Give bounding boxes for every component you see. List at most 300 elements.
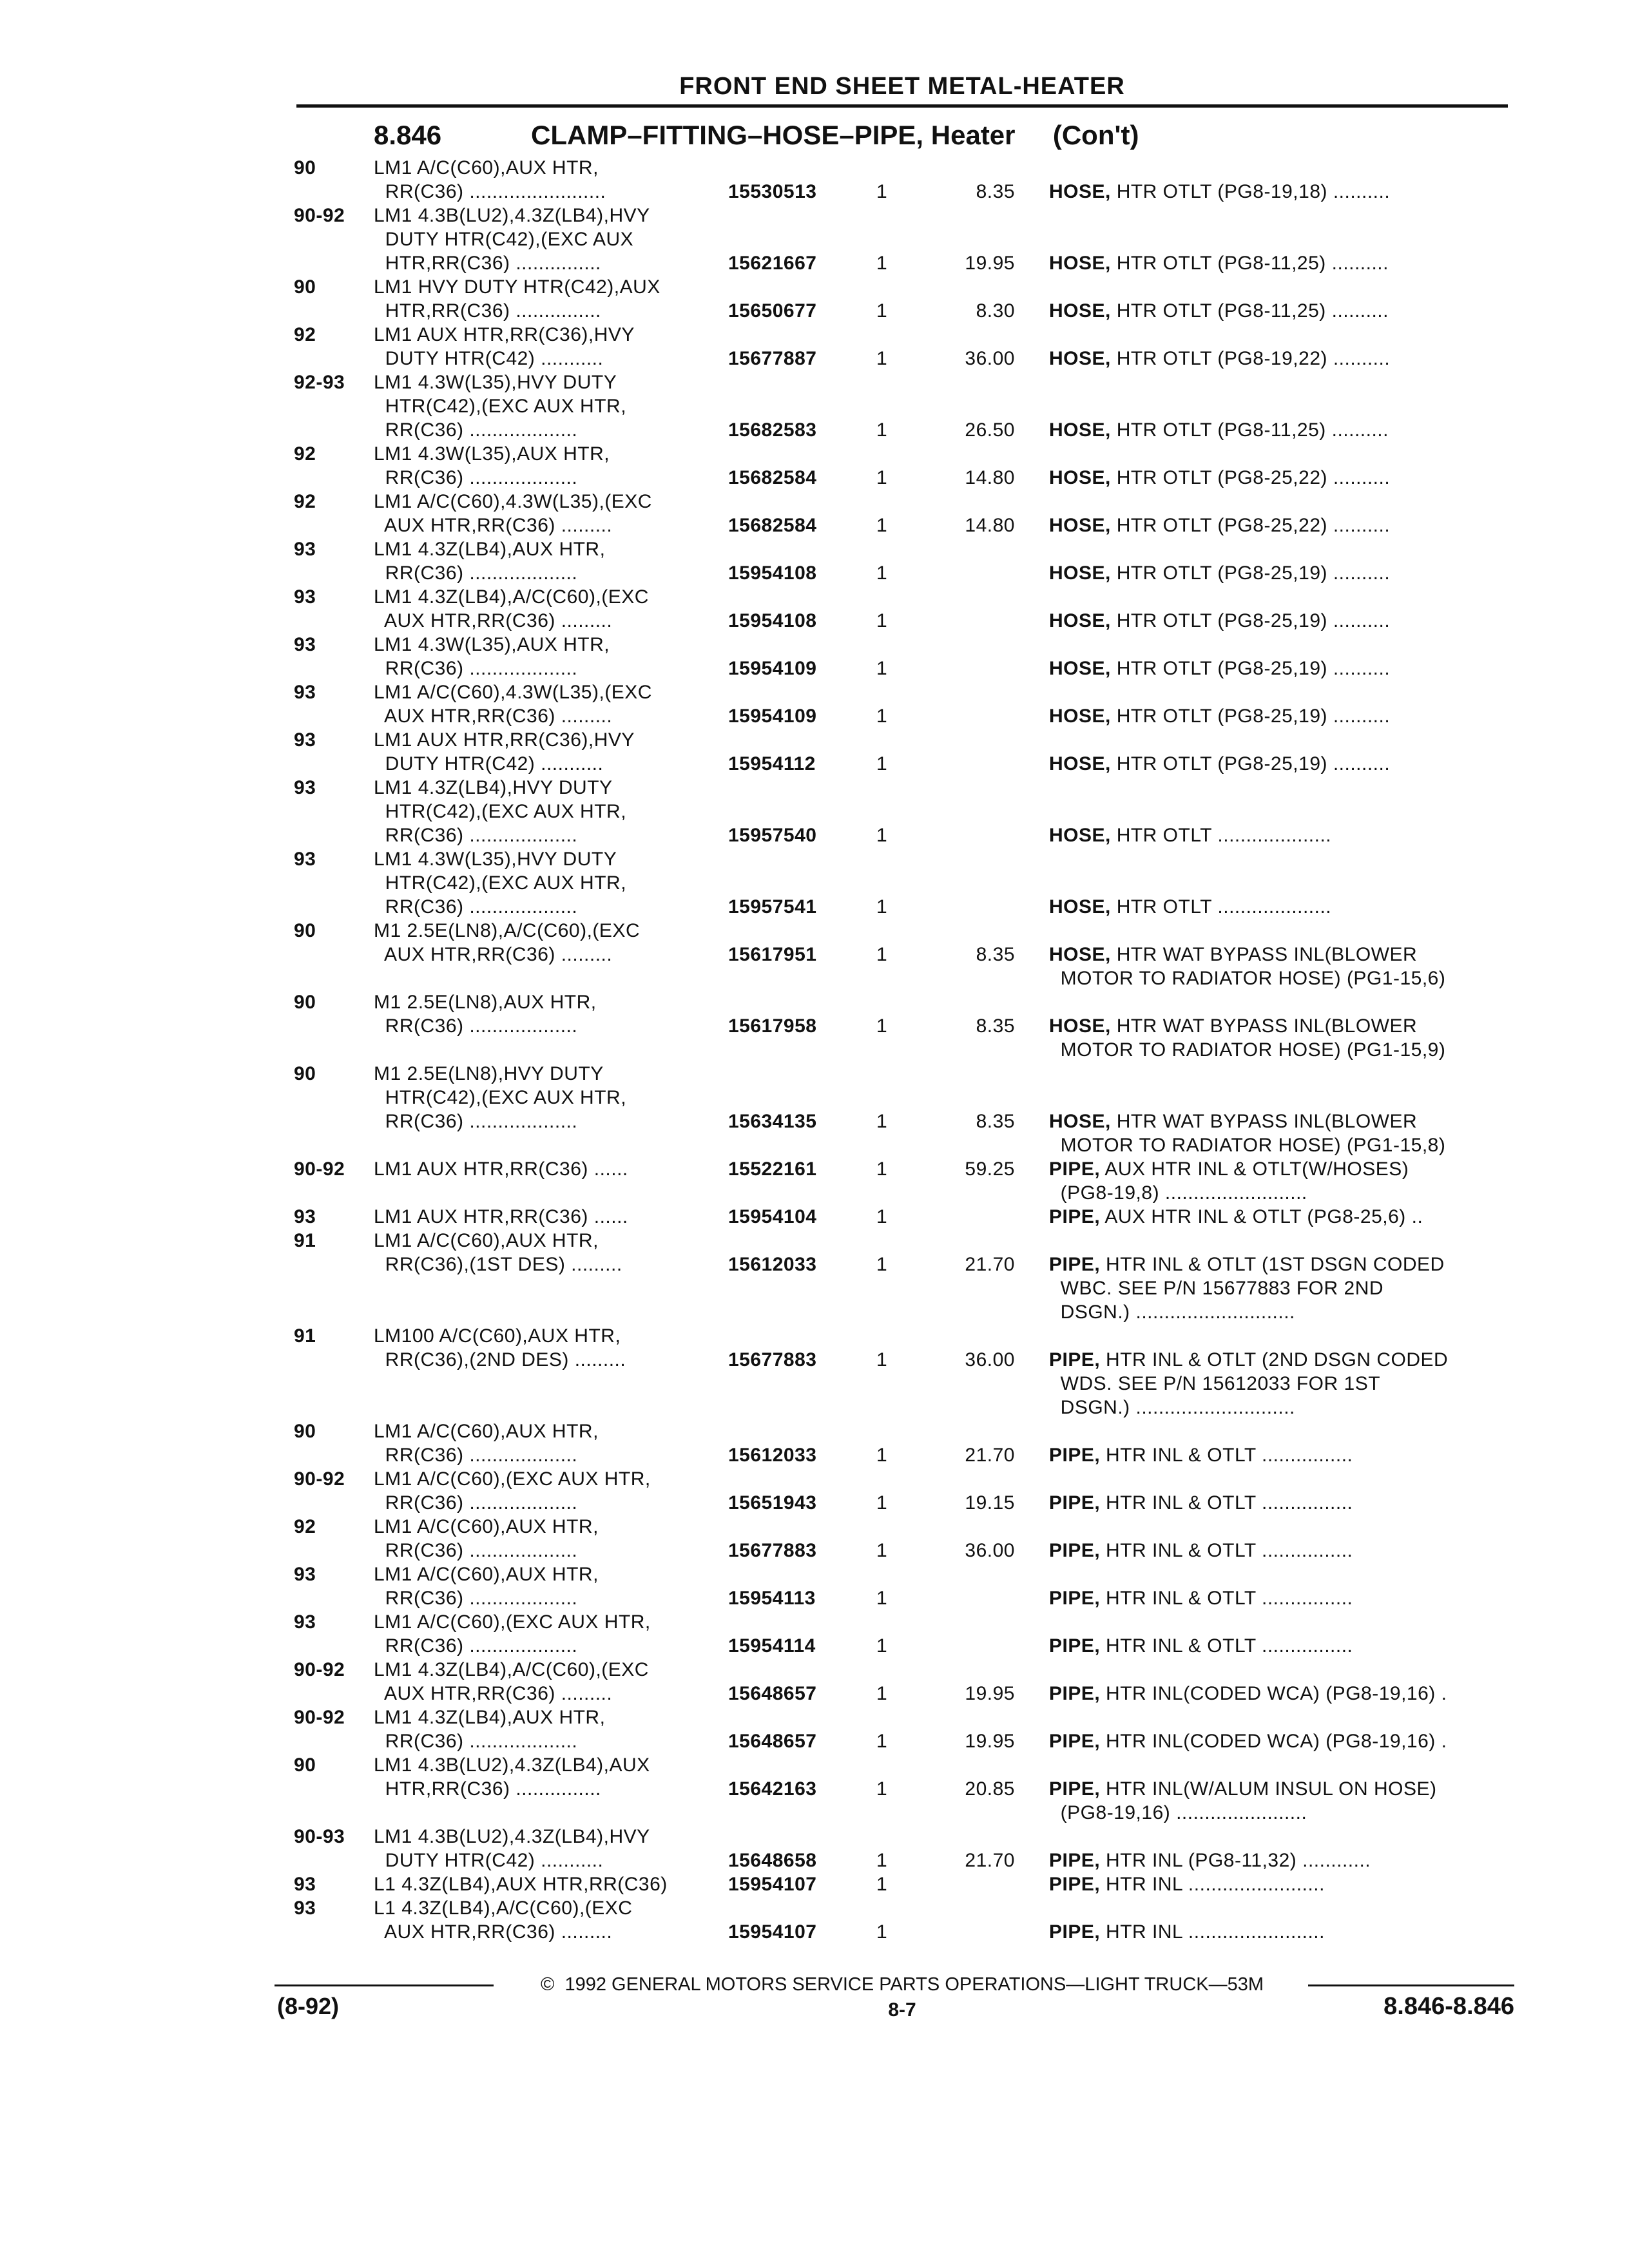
part-name-text: HTR INL & OTLT (2ND DSGN CODED <box>1100 1349 1449 1370</box>
quantity: 1 <box>876 1635 888 1657</box>
part-name-keyword: HOSE, <box>1049 562 1111 584</box>
part-name <box>1049 752 1519 776</box>
part-name-keyword: HOSE, <box>1049 253 1111 274</box>
quantity: 1 <box>876 1445 888 1466</box>
model-year: 90-92 <box>294 205 345 226</box>
price: 14.80 <box>965 515 1015 536</box>
model-year: 90 <box>294 157 316 178</box>
application-description: LM1 4.3B(LU2),4.3Z(LB4),AUX <box>374 1754 650 1776</box>
part-name-keyword: HOSE, <box>1049 753 1111 774</box>
part-name <box>1049 1300 1519 1324</box>
part-name-keyword: HOSE, <box>1049 896 1111 918</box>
footer-page-number: 8-7 <box>888 1999 916 2021</box>
application-description: LM1 AUX HTR,RR(C36),HVY <box>374 324 635 345</box>
part-name-text: HTR OTLT (PG8-25,19) .......... <box>1110 610 1391 631</box>
price: 8.35 <box>976 181 1015 202</box>
model-year: 93 <box>294 777 316 798</box>
application-description: AUX HTR,RR(C36) ......... <box>374 515 613 536</box>
part-number: 15634135 <box>728 1111 817 1132</box>
model-year: 90 <box>294 1754 316 1776</box>
part-name <box>1049 1777 1519 1801</box>
quantity: 1 <box>876 1540 888 1561</box>
application-description: RR(C36) ................... <box>374 1540 578 1561</box>
application-description: LM100 A/C(C60),AUX HTR, <box>374 1325 621 1347</box>
price: 26.50 <box>965 419 1015 441</box>
part-name-text: HTR OTLT (PG8-25,19) .......... <box>1110 753 1391 774</box>
model-year: 93 <box>294 634 316 655</box>
part-name-text: HTR OTLT .................... <box>1110 896 1332 918</box>
application-description: RR(C36) ................... <box>374 1731 578 1752</box>
part-number: 15651943 <box>728 1492 817 1514</box>
part-name-keyword: PIPE, <box>1049 1254 1101 1275</box>
price: 21.70 <box>965 1850 1015 1871</box>
application-description: RR(C36) ................... <box>374 658 578 679</box>
part-number: 15954107 <box>728 1874 817 1895</box>
part-name-keyword: PIPE, <box>1049 1349 1101 1370</box>
part-name-keyword: HOSE, <box>1049 348 1111 369</box>
part-name-text: HTR INL(W/ALUM INSUL ON HOSE) <box>1100 1778 1437 1800</box>
part-number: 15954114 <box>728 1635 816 1657</box>
quantity: 1 <box>876 348 888 369</box>
application-description: HTR(C42),(EXC AUX HTR, <box>374 872 627 894</box>
part-name-keyword: PIPE, <box>1049 1874 1101 1895</box>
part-name-keyword: HOSE, <box>1049 515 1111 536</box>
part-name-keyword: HOSE, <box>1049 1111 1111 1132</box>
part-name <box>1049 1372 1519 1396</box>
quantity: 1 <box>876 515 888 536</box>
part-name <box>1049 1157 1519 1181</box>
part-name-keyword: PIPE, <box>1049 1778 1101 1800</box>
quantity: 1 <box>876 1588 888 1609</box>
application-description: RR(C36) ................... <box>374 825 578 846</box>
application-description: RR(C36),(2ND DES) ......... <box>374 1349 626 1370</box>
model-year: 92 <box>294 324 316 345</box>
part-name <box>1049 1872 1519 1896</box>
part-name <box>1049 1396 1519 1419</box>
part-name <box>1049 514 1519 537</box>
price: 19.95 <box>965 253 1015 274</box>
application-description: LM1 4.3Z(LB4),A/C(C60),(EXC <box>374 1659 649 1680</box>
model-year: 90-92 <box>294 1468 345 1490</box>
part-name <box>1049 1205 1519 1229</box>
application-description: LM1 A/C(C60),(EXC AUX HTR, <box>374 1611 651 1633</box>
part-name <box>1049 1539 1519 1562</box>
quantity: 1 <box>876 300 888 322</box>
part-number: 15954112 <box>728 753 816 774</box>
quantity: 1 <box>876 944 888 965</box>
price: 36.00 <box>965 1349 1015 1370</box>
price: 19.15 <box>965 1492 1015 1514</box>
application-description: LM1 4.3W(L35),HVY DUTY <box>374 372 617 393</box>
part-name <box>1049 418 1519 442</box>
part-name-text: HTR OTLT (PG8-25,22) .......... <box>1110 515 1391 536</box>
part-name-keyword: HOSE, <box>1049 706 1111 727</box>
part-name-text: HTR OTLT (PG8-19,18) .......... <box>1110 181 1391 202</box>
price: 21.70 <box>965 1445 1015 1466</box>
footer-copyright: © 1992 GENERAL MOTORS SERVICE PARTS OPERATIONS—LIGHT TRUCK—53M <box>540 1974 1264 1995</box>
part-name-text: (PG8-19,16) ....................... <box>1049 1802 1307 1823</box>
part-name <box>1049 299 1519 323</box>
part-number: 15617951 <box>728 944 817 965</box>
part-name-text: DSGN.) ............................ <box>1049 1397 1295 1418</box>
part-number: 15954108 <box>728 562 817 584</box>
application-description: DUTY HTR(C42),(EXC AUX <box>374 229 634 250</box>
quantity: 1 <box>876 610 888 631</box>
application-description: AUX HTR,RR(C36) ......... <box>374 706 613 727</box>
part-name <box>1049 1110 1519 1133</box>
part-name-text: HTR INL & OTLT (1ST DSGN CODED <box>1100 1254 1445 1275</box>
part-number: 15957540 <box>728 825 817 846</box>
model-year: 93 <box>294 1611 316 1633</box>
footer-rule-right <box>1308 1984 1514 1986</box>
application-description: LM1 A/C(C60),AUX HTR, <box>374 157 599 178</box>
application-description: RR(C36) ................... <box>374 896 578 918</box>
part-name-keyword: HOSE, <box>1049 1015 1111 1037</box>
model-year: 93 <box>294 539 316 560</box>
model-year: 93 <box>294 729 316 751</box>
model-year: 93 <box>294 849 316 870</box>
part-name <box>1049 1729 1519 1753</box>
part-number: 15682584 <box>728 467 817 488</box>
application-description: LM1 4.3Z(LB4),HVY DUTY <box>374 777 613 798</box>
application-description: RR(C36) ................... <box>374 419 578 441</box>
part-name-keyword: PIPE, <box>1049 1158 1101 1180</box>
part-name-text: AUX HTR INL & OTLT(W/HOSES) <box>1100 1158 1409 1180</box>
quantity: 1 <box>876 1111 888 1132</box>
price: 36.00 <box>965 348 1015 369</box>
price: 19.95 <box>965 1683 1015 1704</box>
quantity: 1 <box>876 1850 888 1871</box>
part-name <box>1049 1491 1519 1515</box>
part-name-keyword: PIPE, <box>1049 1921 1101 1943</box>
part-name <box>1049 1038 1519 1062</box>
model-year: 90 <box>294 276 316 298</box>
price: 8.35 <box>976 1015 1015 1037</box>
application-description: LM1 4.3B(LU2),4.3Z(LB4),HVY <box>374 205 650 226</box>
application-description: HTR(C42),(EXC AUX HTR, <box>374 801 627 822</box>
part-name-text: AUX HTR INL & OTLT (PG8-25,6) .. <box>1100 1206 1423 1227</box>
price: 14.80 <box>965 467 1015 488</box>
application-description: LM1 A/C(C60),AUX HTR, <box>374 1564 599 1585</box>
application-description: M1 2.5E(LN8),AUX HTR, <box>374 992 597 1013</box>
part-name <box>1049 561 1519 585</box>
model-year: 91 <box>294 1230 316 1251</box>
application-description: LM1 4.3Z(LB4),A/C(C60),(EXC <box>374 586 649 608</box>
application-description: RR(C36) ................... <box>374 1445 578 1466</box>
part-name-text: WBC. SEE P/N 15677883 FOR 2ND <box>1049 1278 1384 1299</box>
price: 8.30 <box>976 300 1015 322</box>
part-name-text: HTR INL & OTLT ................ <box>1100 1540 1353 1561</box>
part-name-text: MOTOR TO RADIATOR HOSE) (PG1-15,8) <box>1049 1135 1446 1156</box>
part-name <box>1049 704 1519 728</box>
model-year: 91 <box>294 1325 316 1347</box>
quantity: 1 <box>876 1731 888 1752</box>
part-name-text: HTR WAT BYPASS INL(BLOWER <box>1110 1111 1418 1132</box>
application-description: RR(C36) ................... <box>374 1588 578 1609</box>
quantity: 1 <box>876 896 888 918</box>
part-name <box>1049 966 1519 990</box>
model-year: 90-92 <box>294 1158 345 1180</box>
part-name <box>1049 1634 1519 1658</box>
footer-revision-date: (8-92) <box>277 1993 340 2019</box>
application-description: AUX HTR,RR(C36) ......... <box>374 1921 613 1943</box>
quantity: 1 <box>876 1206 888 1227</box>
part-name-text: HTR OTLT (PG8-25,22) .......... <box>1110 467 1391 488</box>
part-name-text: HTR WAT BYPASS INL(BLOWER <box>1110 1015 1418 1037</box>
model-year: 90-92 <box>294 1707 345 1728</box>
part-name <box>1049 1443 1519 1467</box>
application-description: AUX HTR,RR(C36) ......... <box>374 944 613 965</box>
part-name <box>1049 943 1519 966</box>
application-description: M1 2.5E(LN8),A/C(C60),(EXC <box>374 920 641 941</box>
model-year: 90 <box>294 1063 316 1084</box>
quantity: 1 <box>876 253 888 274</box>
part-name-text: HTR INL & OTLT ................ <box>1100 1588 1353 1609</box>
part-name-keyword: HOSE, <box>1049 944 1111 965</box>
part-name-text: HTR INL & OTLT ................ <box>1100 1445 1353 1466</box>
part-name-keyword: PIPE, <box>1049 1445 1101 1466</box>
quantity: 1 <box>876 706 888 727</box>
application-description: RR(C36) ................... <box>374 1492 578 1514</box>
part-name <box>1049 895 1519 919</box>
application-description: DUTY HTR(C42) ........... <box>374 753 604 774</box>
part-number: 15677887 <box>728 348 817 369</box>
part-number: 15954108 <box>728 610 817 631</box>
part-name-text: WDS. SEE P/N 15612033 FOR 1ST <box>1049 1373 1381 1394</box>
application-description: LM1 4.3Z(LB4),AUX HTR, <box>374 539 606 560</box>
quantity: 1 <box>876 1492 888 1514</box>
model-year: 92 <box>294 491 316 512</box>
part-name-keyword: HOSE, <box>1049 825 1111 846</box>
application-description: RR(C36) ................... <box>374 1635 578 1657</box>
part-number: 15642163 <box>728 1778 817 1800</box>
application-description: AUX HTR,RR(C36) ......... <box>374 610 613 631</box>
part-name-keyword: PIPE, <box>1049 1731 1101 1752</box>
part-number: 15682584 <box>728 515 817 536</box>
model-year: 92 <box>294 443 316 465</box>
application-description: RR(C36),(1ST DES) ......... <box>374 1254 622 1275</box>
part-name <box>1049 180 1519 204</box>
model-year: 93 <box>294 1874 316 1895</box>
application-description: RR(C36) ................... <box>374 1111 578 1132</box>
price: 8.35 <box>976 944 1015 965</box>
footer-section-range: 8.846-8.846 <box>1383 1993 1514 2020</box>
part-name-text: DSGN.) ............................ <box>1049 1302 1295 1323</box>
part-name <box>1049 251 1519 275</box>
part-name-text: (PG8-19,8) ......................... <box>1049 1182 1307 1204</box>
model-year: 90 <box>294 1421 316 1442</box>
part-number: 15957541 <box>728 896 817 918</box>
quantity: 1 <box>876 562 888 584</box>
application-description: M1 2.5E(LN8),HVY DUTY <box>374 1063 604 1084</box>
part-name <box>1049 1801 1519 1825</box>
application-description: LM1 A/C(C60),AUX HTR, <box>374 1421 599 1442</box>
model-year: 92-93 <box>294 372 345 393</box>
part-number: 15621667 <box>728 253 817 274</box>
quantity: 1 <box>876 1683 888 1704</box>
quantity: 1 <box>876 1349 888 1370</box>
model-year: 90-92 <box>294 1659 345 1680</box>
part-name-text: HTR WAT BYPASS INL(BLOWER <box>1110 944 1418 965</box>
part-name-keyword: PIPE, <box>1049 1850 1101 1871</box>
part-name-keyword: HOSE, <box>1049 467 1111 488</box>
model-year: 90-93 <box>294 1826 345 1847</box>
part-name-keyword: PIPE, <box>1049 1492 1101 1514</box>
model-year: 93 <box>294 682 316 703</box>
price: 36.00 <box>965 1540 1015 1561</box>
application-description: HTR(C42),(EXC AUX HTR, <box>374 1087 627 1108</box>
application-description: HTR(C42),(EXC AUX HTR, <box>374 396 627 417</box>
part-number: 15954113 <box>728 1588 816 1609</box>
quantity: 1 <box>876 1015 888 1037</box>
part-name <box>1049 1920 1519 1944</box>
part-number: 15648657 <box>728 1731 817 1752</box>
price: 21.70 <box>965 1254 1015 1275</box>
part-name <box>1049 1586 1519 1610</box>
quantity: 1 <box>876 1158 888 1180</box>
application-description: LM1 4.3W(L35),AUX HTR, <box>374 634 610 655</box>
application-description: LM1 A/C(C60),4.3W(L35),(EXC <box>374 682 652 703</box>
model-year: 90 <box>294 992 316 1013</box>
header-rule <box>296 104 1508 108</box>
part-name-keyword: HOSE, <box>1049 300 1111 322</box>
price: 8.35 <box>976 1111 1015 1132</box>
part-number: 15648658 <box>728 1850 817 1871</box>
application-description: LM1 AUX HTR,RR(C36),HVY <box>374 729 635 751</box>
part-name-keyword: HOSE, <box>1049 610 1111 631</box>
application-description: L1 4.3Z(LB4),A/C(C60),(EXC <box>374 1898 633 1919</box>
quantity: 1 <box>876 658 888 679</box>
application-description: RR(C36) ........................ <box>374 181 606 202</box>
part-name-keyword: PIPE, <box>1049 1635 1101 1657</box>
quantity: 1 <box>876 825 888 846</box>
application-description: HTR,RR(C36) ............... <box>374 300 601 322</box>
part-name-keyword: PIPE, <box>1049 1588 1101 1609</box>
part-name-text: HTR INL & OTLT ................ <box>1100 1635 1353 1657</box>
part-name <box>1049 347 1519 370</box>
part-name <box>1049 1133 1519 1157</box>
application-description: RR(C36) ................... <box>374 562 578 584</box>
application-description: LM1 A/C(C60),(EXC AUX HTR, <box>374 1468 651 1490</box>
model-year: 93 <box>294 1898 316 1919</box>
part-number: 15954109 <box>728 658 817 679</box>
part-number: 15954107 <box>728 1921 817 1943</box>
part-name <box>1049 1849 1519 1872</box>
price: 20.85 <box>965 1778 1015 1800</box>
quantity: 1 <box>876 1921 888 1943</box>
part-name-keyword: HOSE, <box>1049 181 1111 202</box>
part-number: 15522161 <box>728 1158 817 1180</box>
price: 19.95 <box>965 1731 1015 1752</box>
part-number: 15954109 <box>728 706 817 727</box>
part-name-keyword: HOSE, <box>1049 419 1111 441</box>
part-name-keyword: PIPE, <box>1049 1683 1101 1704</box>
part-name <box>1049 1253 1519 1276</box>
quantity: 1 <box>876 1874 888 1895</box>
application-description: LM1 AUX HTR,RR(C36) ...... <box>374 1158 628 1180</box>
part-number: 15612033 <box>728 1254 817 1275</box>
part-name <box>1049 657 1519 680</box>
section-title: CLAMP–FITTING–HOSE–PIPE, Heater (Con't) <box>531 120 1139 150</box>
part-number: 15954104 <box>728 1206 817 1227</box>
part-number: 15648657 <box>728 1683 817 1704</box>
part-name-text: HTR INL ........................ <box>1100 1921 1325 1943</box>
quantity: 1 <box>876 753 888 774</box>
part-name <box>1049 1682 1519 1706</box>
part-name-text: HTR OTLT (PG8-11,25) .......... <box>1110 419 1389 441</box>
application-description: LM1 4.3Z(LB4),AUX HTR, <box>374 1707 606 1728</box>
part-name-keyword: PIPE, <box>1049 1540 1101 1561</box>
application-description: LM1 4.3W(L35),AUX HTR, <box>374 443 610 465</box>
application-description: LM1 4.3B(LU2),4.3Z(LB4),HVY <box>374 1826 650 1847</box>
part-name-text: HTR OTLT (PG8-25,19) .......... <box>1110 562 1391 584</box>
application-description: LM1 A/C(C60),AUX HTR, <box>374 1230 599 1251</box>
quantity: 1 <box>876 467 888 488</box>
part-name-text: HTR INL & OTLT ................ <box>1100 1492 1353 1514</box>
part-name-text: HTR OTLT (PG8-19,22) .......... <box>1110 348 1391 369</box>
application-description: L1 4.3Z(LB4),AUX HTR,RR(C36) <box>374 1874 668 1895</box>
part-name-text: HTR INL(CODED WCA) (PG8-19,16) . <box>1100 1683 1447 1704</box>
application-description: HTR,RR(C36) ............... <box>374 253 601 274</box>
application-description: LM1 AUX HTR,RR(C36) ...... <box>374 1206 628 1227</box>
part-name-text: HTR OTLT (PG8-11,25) .......... <box>1110 300 1389 322</box>
part-name-text: HTR INL (PG8-11,32) ............ <box>1100 1850 1371 1871</box>
part-number: 15650677 <box>728 300 817 322</box>
application-description: RR(C36) ................... <box>374 1015 578 1037</box>
model-year: 93 <box>294 1564 316 1585</box>
part-name <box>1049 609 1519 633</box>
application-description: LM1 A/C(C60),4.3W(L35),(EXC <box>374 491 652 512</box>
part-name <box>1049 1014 1519 1038</box>
part-number: 15617958 <box>728 1015 817 1037</box>
application-description: DUTY HTR(C42) ........... <box>374 348 604 369</box>
model-year: 90 <box>294 920 316 941</box>
part-name-text: HTR OTLT (PG8-25,19) .......... <box>1110 658 1391 679</box>
part-name-text: HTR INL(CODED WCA) (PG8-19,16) . <box>1100 1731 1447 1752</box>
part-name-text: HTR INL ........................ <box>1100 1874 1325 1895</box>
part-number: 15677883 <box>728 1540 817 1561</box>
model-year: 92 <box>294 1516 316 1537</box>
quantity: 1 <box>876 1254 888 1275</box>
part-name <box>1049 1276 1519 1300</box>
application-description: LM1 A/C(C60),AUX HTR, <box>374 1516 599 1537</box>
quantity: 1 <box>876 419 888 441</box>
part-name-text: MOTOR TO RADIATOR HOSE) (PG1-15,6) <box>1049 968 1446 989</box>
section-number: 8.846 <box>374 120 442 150</box>
part-name-text: HTR OTLT (PG8-25,19) .......... <box>1110 706 1391 727</box>
part-number: 15530513 <box>728 181 817 202</box>
part-name <box>1049 1348 1519 1372</box>
page-header-title: FRONT END SHEET METAL-HEATER <box>679 73 1125 100</box>
application-description: HTR,RR(C36) ............... <box>374 1778 601 1800</box>
application-description: LM1 HVY DUTY HTR(C42),AUX <box>374 276 660 298</box>
price: 59.25 <box>965 1158 1015 1180</box>
application-description: AUX HTR,RR(C36) ......... <box>374 1683 613 1704</box>
model-year: 93 <box>294 586 316 608</box>
part-name-text: MOTOR TO RADIATOR HOSE) (PG1-15,9) <box>1049 1039 1446 1061</box>
quantity: 1 <box>876 1778 888 1800</box>
part-name <box>1049 1181 1519 1205</box>
part-number: 15682583 <box>728 419 817 441</box>
part-name <box>1049 466 1519 490</box>
part-number: 15677883 <box>728 1349 817 1370</box>
part-name-text: HTR OTLT .................... <box>1110 825 1332 846</box>
quantity: 1 <box>876 181 888 202</box>
footer-rule-left <box>275 1984 494 1986</box>
part-name-text: HTR OTLT (PG8-11,25) .......... <box>1110 253 1389 274</box>
model-year: 93 <box>294 1206 316 1227</box>
application-description: RR(C36) ................... <box>374 467 578 488</box>
